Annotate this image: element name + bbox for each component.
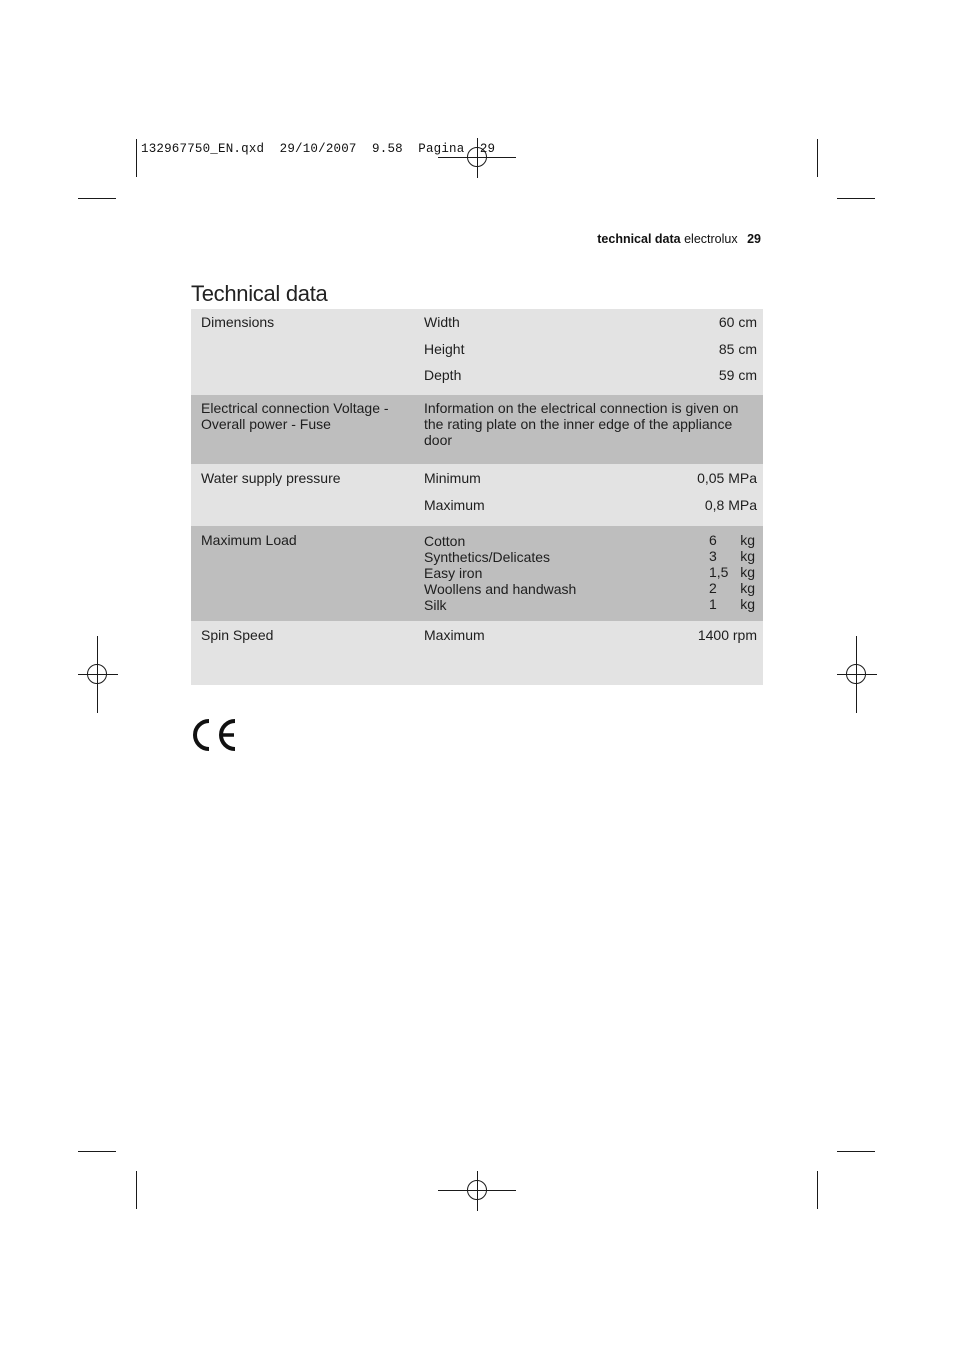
load-value: 1,5 [709,564,729,580]
crop-mark [837,1151,875,1152]
crop-mark [817,1171,818,1209]
running-head-brand: electrolux [684,232,738,246]
table-row-dimensions [191,309,763,395]
row-label: Spin Speed [201,627,274,643]
dimension-name: Width [424,314,460,330]
load-name: Silk [424,597,447,613]
load-value: 2 [709,580,717,596]
spin-name: Maximum [424,627,485,643]
pressure-name: Minimum [424,470,481,486]
load-unit: kg [740,564,755,580]
pressure-name: Maximum [424,497,485,513]
dimension-value: 59 cm [718,367,757,383]
page-title: Technical data [191,280,328,306]
ce-mark-icon [190,717,240,758]
crop-mark [817,139,818,177]
dimension-value: 60 cm [718,314,757,330]
crop-mark [136,1171,137,1209]
pressure-value: 0,05 MPa [697,470,757,486]
load-name: Synthetics/Delicates [424,549,551,565]
load-name: Cotton [424,533,466,549]
page-number: 29 [747,232,761,246]
running-head-section: technical data [597,232,681,246]
load-value: 6 [709,532,717,548]
row-label: Dimensions [201,314,275,330]
load-name: Easy iron [424,565,483,581]
electrical-info: Information on the electrical connection is given on the rating plate on the inner edge of the appliance door [424,400,739,448]
crop-mark [136,139,137,177]
load-value: 1 [709,596,717,612]
table-row-load [191,526,763,621]
crop-mark [837,198,875,199]
dimension-name: Height [424,341,465,357]
table-row-spin [191,621,763,685]
dimension-value: 85 cm [718,341,757,357]
running-head [597,232,761,246]
load-unit: kg [740,548,755,564]
crop-mark [78,198,116,199]
technical-data-table [191,309,763,685]
spin-value: 1400 rpm [697,627,757,643]
load-unit: kg [740,532,755,548]
load-unit: kg [740,580,755,596]
table-row-water [191,464,763,526]
row-label: Maximum Load [201,532,297,548]
row-label: Electrical connection Voltage - Overall power - Fuse [201,400,389,432]
row-label: Water supply pressure [201,470,341,486]
dimension-name: Depth [424,367,462,383]
table-row-electrical [191,395,763,464]
load-name: Woollens and handwash [424,581,577,597]
pressure-value: 0,8 MPa [704,497,757,513]
crop-mark [78,1151,116,1152]
print-slug: 132967750_EN.qxd 29/10/2007 9.58 Pagina 29 [141,142,496,156]
load-value: 3 [709,548,717,564]
load-unit: kg [740,596,755,612]
